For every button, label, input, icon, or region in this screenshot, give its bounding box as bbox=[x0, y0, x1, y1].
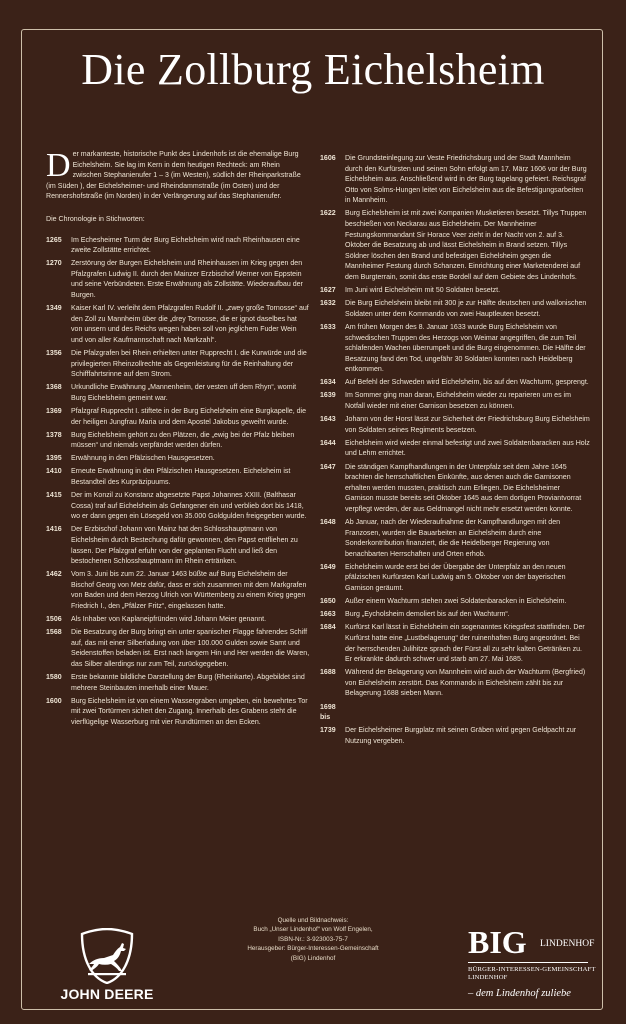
entry-text: Die Pfalzgrafen bei Rhein erhielten unter Rupprecht I. die Kurwürde und die privilegierten Rheinzollrechte als Gegenleistung für die Reinhaltung der Schifffahrtsrinne auf dem Strom. bbox=[71, 350, 307, 379]
left-column bbox=[46, 147, 310, 731]
entry-text: Im Echesheimer Turm der Burg Eichelsheim wird nach Rheinhausen eine zweite Zollstätte errichtet. bbox=[71, 236, 300, 255]
entry-text: Erneute Erwähnung in den Pfälzischen Hausgesetzen. Eichelsheim ist Bestandteil des Kurpräzipuums. bbox=[71, 468, 291, 487]
entry-year: 1650 bbox=[320, 598, 336, 606]
chronology-entry bbox=[320, 463, 590, 516]
entry-year: 1568 bbox=[46, 629, 62, 637]
entry-text: Außer einem Wachturm stehen zwei Soldatenbaracken in Eichelsheim. bbox=[345, 598, 567, 606]
leaping-deer-icon bbox=[80, 928, 134, 984]
entry-year: 1627 bbox=[320, 287, 336, 295]
entry-year: 1349 bbox=[46, 305, 62, 313]
entry-year: 1698 bis bbox=[320, 703, 336, 722]
chronology-list-right bbox=[320, 154, 590, 747]
chronology-entry bbox=[320, 668, 590, 700]
chronology-entry bbox=[46, 454, 310, 465]
entry-text: Ab Januar, nach der Wiederaufnahme der Kampfhandlungen mit den Franzosen, wurden die Bauarbeiten an Eichelsheim durch eine Sonderkontribution finanziert, die die Heidelberger Regierung von benachbarten Herrschaften und Orten erhob. bbox=[345, 519, 561, 558]
entry-year: 1356 bbox=[46, 350, 62, 357]
chronology-entry bbox=[46, 304, 310, 346]
entry-text: Zerstörung der Burgen Eichelsheim und Rheinhausen im Krieg gegen den Pfalzgrafen Ludwig II. durch den Mainzer Erzbischof Werner von Eppstein und seine Verbündeten. Erste Erwähnung als Zollstätte. Wiederaufbau der Burgen. bbox=[71, 260, 303, 300]
entry-text: Kaiser Karl IV. verleiht dem Pfalzgrafen Rudolf II. „zwey große Tornosse“ auf den Zoll zu Mannheim über die „drey Tornosse, die er ignot daselbes hat von unsern und des Reichs wegen haben soll von jeglichem Fuder Wein und von aller Kaufmannschaft nach Markzahl“. bbox=[71, 305, 309, 344]
entry-year: 1622 bbox=[320, 210, 336, 218]
source-credits bbox=[220, 916, 406, 963]
entry-text: Die Besatzung der Burg bringt ein unter spanischer Flagge fahrendes Schiff auf, das mit einer Silberladung von über 100.000 Gulden sowie Samt und Seidenstoffen beladen ist. Erst nach langem Hin und Her werden die Waren, das Silber allerdings nur zum Teil, zurückgegeben. bbox=[71, 629, 310, 669]
entry-year: 1649 bbox=[320, 563, 336, 571]
chronology-heading: Die Chronologie in Stichworten: bbox=[46, 215, 145, 223]
entry-text: Der Eichelsheimer Burgplatz mit seinen Gräben wird gegen Geldpacht zur Nutzung vergeben. bbox=[345, 727, 577, 745]
entry-text: Eichelsheim wurde erst bei der Übergabe der Unterpfalz an den neuen pfälzischen Kurfürsten Karl Ludwig am 5. Oktober von der bayerischen Garnison geräumt. bbox=[345, 563, 566, 593]
entry-text: Burg Eichelsheim ist mit zwei Kompanien Musketieren besetzt. Tillys Truppen beschießen von Neckarau aus Eichelsheim. Der Mannheimer Festungskommandant Sir Horace Veer zieht in der Nacht von 2. auf 3. Oktober die Besatzung ab und lässt Eichelsheim in Brand setzen. Tillys Söldner löschen den Brand und befestigen Eichelsheim gegen die Mannheimer Festung durch Schanzen. Einrichtung einer Marketenderei auf dem Burgterrain, somit das erste Bordell auf dem Gebiete des Lindenhofs. bbox=[345, 210, 587, 282]
entry-text: Die ständigen Kampfhandlungen in der Unterpfalz seit dem Jahre 1645 brachten die herrschaftlichen Einkünfte, aus denen auch die Garnisonen erhalten werden mussten, praktisch zum Erliegen. Die Eichelsheimer Garnison musste bereits seit Oktober 1645 aus dem dortigen Proviantvorrat verpflegt werden, der aus Geldmangel nicht mehr ersetzt werden konnte. bbox=[345, 463, 582, 513]
entry-text: Auf Befehl der Schweden wird Eichelsheim, bis auf den Wachturm, gesprengt. bbox=[345, 379, 589, 387]
entry-year: 1663 bbox=[320, 611, 336, 619]
chronology-entry bbox=[320, 610, 590, 621]
chronology-entry bbox=[320, 415, 590, 436]
entry-year: 1378 bbox=[46, 431, 62, 439]
drop-cap: D bbox=[46, 147, 71, 184]
chronology-entry bbox=[320, 323, 590, 376]
big-org-line: BÜRGER-INTERESSEN-GEMEINSCHAFT bbox=[468, 966, 596, 973]
intro-text: er markanteste, historische Punkt des Lindenhofs ist die ehemalige Burg Eichelsheim. Sie lag im Kern in dem heutigen Rechteck: am Rhein zwischen Stephanienufer 1 – 3 (im Westen), südlich der Rheinparkstraße (im Süden ), der Eichelsheimer- und Rheindammstraße (im Osten) und der Rennershofstraße (im Norden) in der Verlängerung auf das Stephanienufer. bbox=[46, 151, 301, 201]
entry-text: Als Inhaber von Kaplaneipfründen wird Johann Meier genannt. bbox=[71, 616, 267, 624]
big-slogan: – dem Lindenhof zuliebe bbox=[468, 988, 571, 999]
entry-year: 1265 bbox=[46, 236, 62, 244]
chronology-entry bbox=[46, 697, 310, 729]
entry-year: 1416 bbox=[46, 526, 62, 534]
chronology-entry bbox=[320, 391, 590, 412]
big-org-line: LINDENHOF bbox=[468, 974, 508, 981]
entry-year: 1648 bbox=[320, 519, 336, 526]
chronology-entry bbox=[320, 597, 590, 608]
credit-line: Buch „Unser Lindenhof“ von Wolf Engelen, bbox=[253, 926, 373, 934]
chronology-entry bbox=[46, 491, 310, 523]
chronology-list-left bbox=[46, 236, 310, 729]
john-deere-logo bbox=[48, 928, 166, 1002]
entry-text: Im Sommer ging man daran, Eichelsheim wieder zu reparieren um es im Notfall wieder mit einer Garnison besetzen zu können. bbox=[345, 392, 571, 411]
chronology-entry bbox=[320, 209, 590, 283]
entry-text: Burg Eichelsheim gehört zu den Plätzen, die „ewig bei der Pfalz bleiben müssen“ und niemals verpfändet werden dürfen. bbox=[71, 431, 295, 450]
entry-year: 1633 bbox=[320, 323, 336, 331]
entry-text: Erwähnung in den Pfälzischen Hausgesetzen. bbox=[71, 455, 215, 463]
chronology-entry bbox=[46, 407, 310, 428]
big-divider bbox=[468, 962, 588, 963]
chronology-entry bbox=[320, 563, 590, 595]
entry-text: Pfalzgraf Rupprecht I. stiftete in der Burg Eichelsheim eine Burgkapelle, die der heiligen Jungfrau Maria und dem Apostel Jakobus geweiht wurde. bbox=[71, 407, 307, 426]
credit-line: Herausgeber: Bürger-Interessen-Gemeinschaft bbox=[247, 945, 379, 953]
entry-text: Die Burg Eichelsheim bleibt mit 300 je zur Hälfte deutschen und wallonischen Soldaten unter dem Kommando von zwei Hauptleuten besetzt. bbox=[345, 300, 587, 318]
entry-text: Burg Eichelsheim ist von einem Wassergraben umgeben, ein bewehrtes Tor mit zwei Tortürmen sichert den Zugang. Innerhalb des Grabens steht die vierflügelige Wasserburg mit vier Rundtürmen an den Ecken. bbox=[71, 697, 308, 726]
chronology-entry bbox=[320, 623, 590, 665]
entry-year: 1634 bbox=[320, 379, 336, 387]
entry-text: Der Erzbischof Johann von Mainz hat den Schlosshauptmann von Eichelsheim durch Bestechung dafür gewonnen, den Papst entfliehen zu lassen. Der Pfalzgraf erfuhr von der geplanten Flucht und ließ den bestochenen Schlosshauptmann im Rhein ertränken. bbox=[71, 526, 298, 566]
john-deere-wordmark: JOHN DEERE bbox=[60, 986, 154, 1002]
entry-year: 1506 bbox=[46, 616, 62, 624]
entry-year: 1270 bbox=[46, 260, 62, 268]
chronology-entry bbox=[320, 726, 590, 747]
entry-text: Eichelsheim wird wieder einmal befestigt und zwei Soldatenbaracken aus Holz und Lehm errichtet. bbox=[345, 439, 590, 458]
entry-year: 1606 bbox=[320, 155, 336, 162]
intro-paragraph bbox=[46, 147, 310, 203]
chronology-entry bbox=[46, 615, 310, 626]
big-lindenhof-label: LINDENHOF bbox=[540, 939, 595, 949]
entry-year: 1647 bbox=[320, 463, 336, 471]
entry-text: Während der Belagerung von Mannheim wird auch der Wachturm (Bergfried) von Eichelsheim zerstört. Das Kommando in Eichelsheim zählt bis zur Belagerung 1688 sieben Mann. bbox=[345, 669, 586, 698]
chronology-entry bbox=[320, 703, 590, 724]
chronology-entry bbox=[46, 236, 310, 257]
chronology-entry bbox=[46, 383, 310, 404]
entry-year: 1643 bbox=[320, 416, 336, 424]
chronology-entry bbox=[320, 378, 590, 389]
entry-year: 1395 bbox=[46, 455, 62, 463]
entry-year: 1368 bbox=[46, 384, 62, 392]
chronology-entry bbox=[46, 570, 310, 612]
right-column bbox=[320, 154, 590, 750]
entry-text: Die Grundsteinlegung zur Veste Friedrichsburg und der Stadt Mannheim durch den Kurfürsten und seinen Sohn erfolgt am 17. März 1606 vor der Burg Eichelsheim aus. Anschließend wird in der Burg tagelang gefeiert. Reichsgraf Otto von Solms-Hungen leitet von Eichelsheim aus die Befestigungsarbeiten in Mannheim. bbox=[345, 155, 587, 205]
big-organisation bbox=[468, 966, 596, 982]
entry-text bbox=[345, 703, 590, 724]
entry-text: Urkundliche Erwähnung „Mannenheim, der vesten uff dem Rhyn“, womit Burg Eichelsheim gemeint war. bbox=[71, 384, 297, 402]
chronology-entry bbox=[320, 299, 590, 320]
entry-year: 1639 bbox=[320, 392, 336, 400]
entry-year: 1684 bbox=[320, 624, 336, 632]
entry-text: Johann von der Horst lässt zur Sicherheit der Friedrichsburg Burg Eichelsheim von Soldaten seines Regiments besetzen. bbox=[345, 416, 590, 434]
entry-year: 1688 bbox=[320, 669, 336, 677]
entry-year: 1369 bbox=[46, 407, 62, 415]
page-title: Die Zollburg Eichelsheim bbox=[81, 45, 545, 94]
entry-year: 1600 bbox=[46, 697, 62, 705]
chronology-entry bbox=[320, 439, 590, 460]
chronology-entry bbox=[46, 673, 310, 694]
entry-year: 1580 bbox=[46, 674, 62, 682]
chronology-entry bbox=[46, 349, 310, 381]
credit-line: ISBN-Nr.: 3-923003-75-7 bbox=[278, 935, 348, 943]
chronology-entry bbox=[46, 431, 310, 452]
big-letters: BIG bbox=[468, 924, 527, 960]
entry-text: Vom 3. Juni bis zum 22. Januar 1463 büßte auf Burg Eichelsheim der Bischof Georg von Metz dafür, dass er sich zusammen mit dem Markgrafen von Baden und dem Herzog Ulrich von Württemberg zu einem Krieg gegen Friedrich I., den „Pfälzer Fritz“, eingelassen hatte. bbox=[71, 571, 307, 611]
credit-line: (BIG) Lindenhof bbox=[290, 954, 336, 962]
entry-year: 1644 bbox=[320, 439, 336, 447]
entry-year: 1410 bbox=[46, 468, 62, 476]
chronology-entry bbox=[320, 518, 590, 560]
entry-year: 1462 bbox=[46, 571, 62, 579]
big-lindenhof-logo bbox=[468, 925, 598, 1005]
entry-text: Der im Konzil zu Konstanz abgesetzte Papst Johannes XXIII. (Balthasar Cossa) traf auf Eichelsheim als Gefangener ein und verblieb dort bis 1418, wo er dann gegen ein Lösegeld von 35.000 Goldgulden freigegeben wurde. bbox=[71, 492, 307, 521]
entry-text: Am frühen Morgen des 8. Januar 1633 wurde Burg Eichelsheim von schwedischen Truppen des Herzogs von Weimar angegriffen, die zum Teil schlafenden Wachen überrumpelt und die Burg eingenommen. Die Hälfte der Besatzung fand den Tod, ungefähr 30 Soldaten konnten nach Heidelberg entkommen. bbox=[345, 323, 586, 374]
entry-year: 1632 bbox=[320, 300, 336, 308]
chronology-entry bbox=[46, 525, 310, 567]
chronology-entry bbox=[46, 628, 310, 670]
entry-text: Kurfürst Karl lässt in Eichelsheim ein sogenanntes Kriegsfest stattfinden. Der Kurfürst hatte eine „Lustbelagerung“ der ruinenhaften Burg angeordnet. Bei der herrschenden Julihitze sprach der Fürst all zu sehr kalten Getränken zu. Er erkrankte dadurch schwer und starb am 27. Mai 1685. bbox=[345, 624, 585, 664]
credit-line: Quelle und Bildnachweis: bbox=[277, 917, 349, 924]
chronology-entry bbox=[320, 154, 590, 207]
entry-text: Im Juni wird Eichelsheim mit 50 Soldaten besetzt. bbox=[345, 287, 501, 295]
chronology-entry bbox=[320, 286, 590, 297]
chronology-entry bbox=[46, 467, 310, 488]
entry-text: Burg „Eycholsheim demoliert bis auf den Wachturm“. bbox=[345, 611, 510, 619]
entry-text: Erste bekannte bildliche Darstellung der Burg (Rheinkarte). Abgebildet sind mehrere Steinbauten innerhalb einer Mauer. bbox=[71, 674, 305, 692]
chronology-entry bbox=[46, 259, 310, 301]
entry-year: 1415 bbox=[46, 492, 62, 500]
entry-year: 1739 bbox=[320, 727, 336, 735]
